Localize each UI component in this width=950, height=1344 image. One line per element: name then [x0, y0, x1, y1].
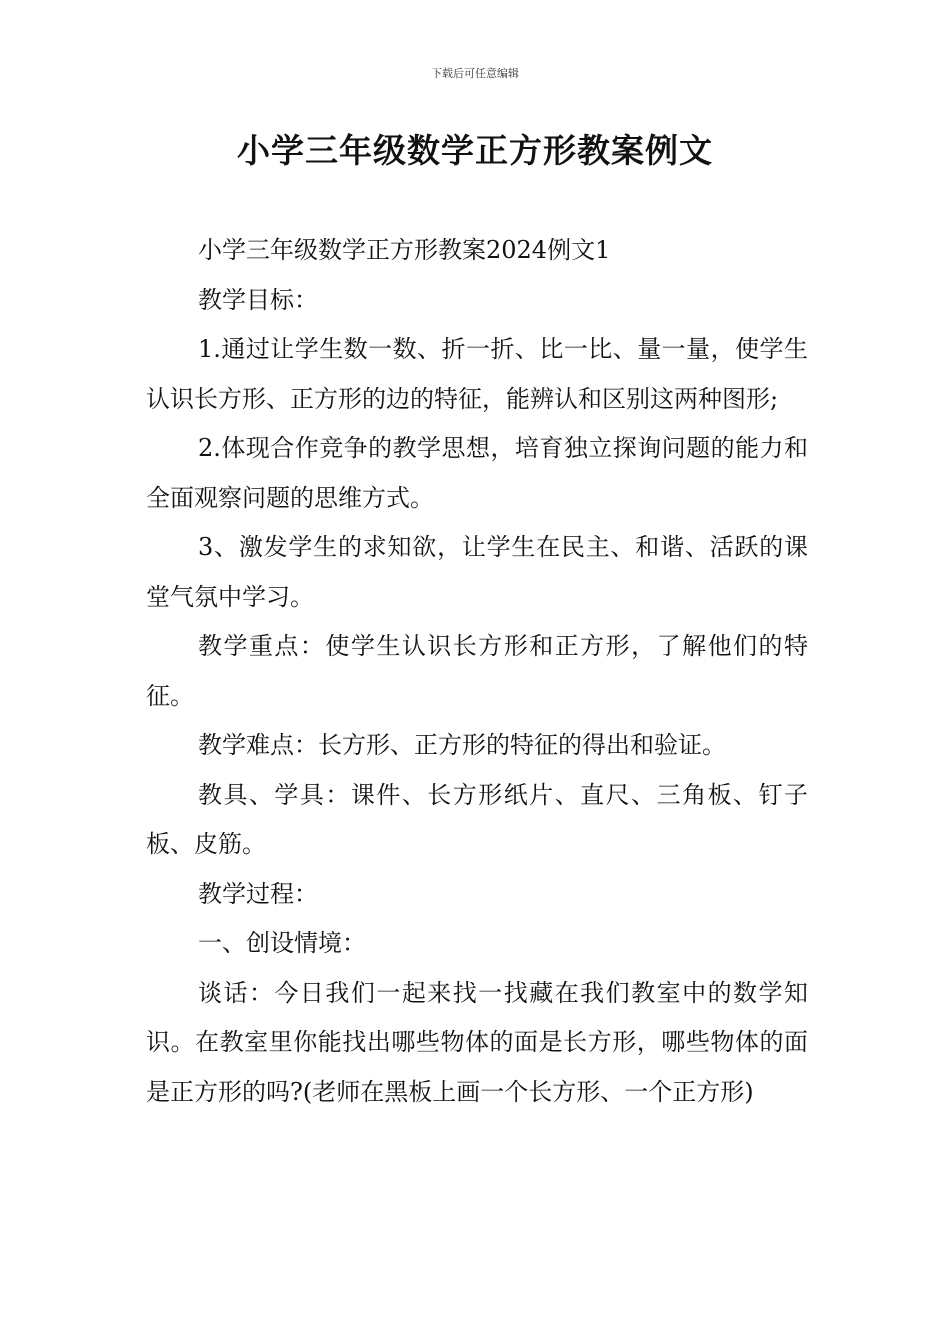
header-note: 下载后可任意编辑 — [431, 67, 519, 80]
paragraph-dialogue: 谈话：今日我们一起来找一找藏在我们教室中的数学知识。在教室里你能找出哪些物体的面是长方形，哪些物体的面是正方形的吗?(老师在黑板上画一个长方形、一个正方形) — [146, 978, 808, 1106]
paragraph-objective-2: 2.体现合作竞争的教学思想，培育独立探询问题的能力和全面观察问题的思维方式。 — [146, 434, 808, 512]
paragraph-objectives-heading: 教学目标： — [198, 285, 318, 314]
paragraph-teaching-aids: 教具、学具：课件、长方形纸片、直尺、三角板、钉子板、皮筋。 — [146, 780, 808, 858]
paragraph-objective-1: 1.通过让学生数一数、折一折、比一比、量一量，使学生认识长方形、正方形的边的特征，能辨认和区别这两种图形; — [146, 335, 808, 413]
paragraph-objective-3: 3、激发学生的求知欲，让学生在民主、和谐、活跃的课堂气氛中学习。 — [146, 533, 808, 611]
paragraph-difficulty: 教学难点：长方形、正方形的特征的得出和验证。 — [198, 731, 726, 759]
paragraph-process-heading: 教学过程： — [198, 879, 318, 908]
paragraph-section-1-heading: 一、创设情境： — [198, 929, 366, 957]
paragraph-subtitle: 小学三年级数学正方形教案2024例文1 — [198, 236, 611, 264]
document-title: 小学三年级数学正方形教案例文 — [237, 131, 713, 170]
paragraph-key-point: 教学重点：使学生认识长方形和正方形，了解他们的特征。 — [146, 632, 808, 710]
document-body — [146, 226, 808, 1117]
